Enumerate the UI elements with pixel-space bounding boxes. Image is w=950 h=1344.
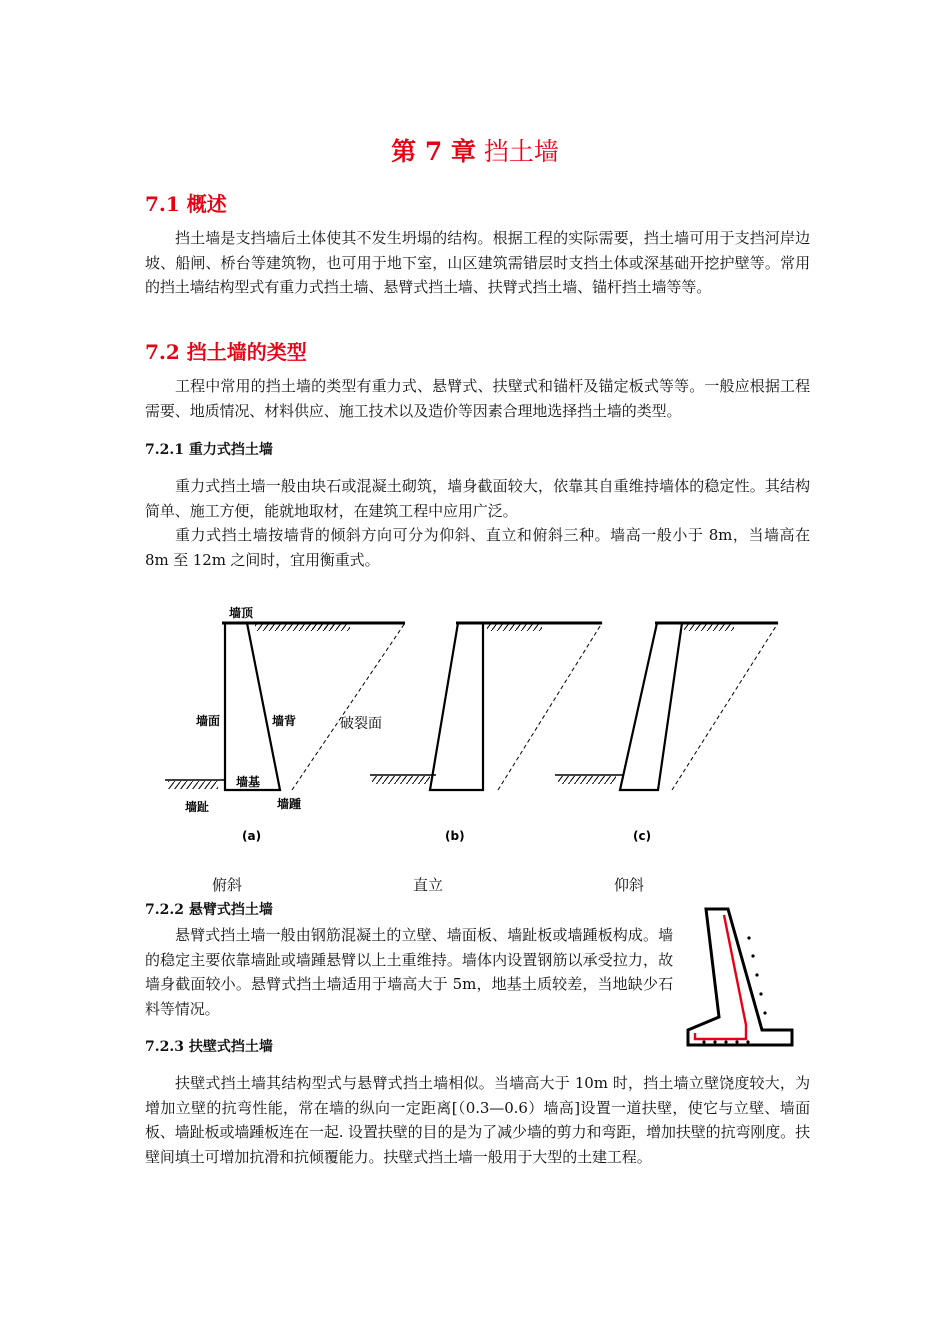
- section-7-2-paragraph: 工程中常用的挡土墙的类型有重力式、悬臂式、扶壁式和锚杆及锚定板式等等。一般应根据工程需要、地质情况、材料供应、施工技术以及造价等因素合理地选择挡土墙的类型。: [145, 377, 810, 420]
- section-7-1-paragraph: 挡土墙是支挡墙后土体使其不发生坍塌的结构。根据工程的实际需要，挡土墙可用于支挡河岸边坡、船闸、桥台等建筑物，也可用于地下室，山区建筑需错层时支挡土体或深基础开挖护壁等。常用的挡土墙结构型式有重力式挡土墙、悬臂式挡土墙、扶臂式挡土墙、锚杆挡土墙等等。: [145, 229, 810, 296]
- section-heading-7-2-3: 7.2.3 扶壁式挡土墙: [145, 1039, 273, 1055]
- label-wall-face: 墙面: [196, 714, 221, 728]
- gravity-wall-figure: [150, 590, 800, 855]
- wall-a: [165, 623, 405, 790]
- subfig-label-a: (a): [242, 829, 262, 843]
- section-heading-7-2-2: 7.2.2 悬臂式挡土墙: [145, 902, 273, 918]
- chapter-number: 第 7 章: [391, 137, 476, 166]
- section-heading-7-1: 7.1 概述: [145, 192, 227, 216]
- wall-c: [555, 623, 778, 790]
- subfig-label-b: (b): [445, 829, 465, 843]
- caption-b: 直立: [413, 876, 444, 894]
- section-7-2-1-paragraph-2: 重力式挡土墙按墙背的倾斜方向可分为仰斜、直立和俯斜三种。墙高一般小于 8m，当墙高在 8m 至 12m 之间时，宜用衡重式。: [145, 526, 810, 569]
- caption-c: 仰斜: [614, 876, 645, 894]
- label-wall-base: 墙基: [236, 775, 261, 789]
- section-heading-7-2: 7.2 挡土墙的类型: [145, 340, 307, 364]
- label-wall-toe: 墙趾: [185, 800, 210, 814]
- cantilever-wall-figure: [682, 905, 797, 1053]
- section-7-2-1-paragraph-1: 重力式挡土墙一般由块石或混凝土砌筑，墙身截面较大，依靠其自重维持墙体的稳定性。其结构简单、施工方便，能就地取材，在建筑工程中应用广泛。: [145, 477, 810, 520]
- section-7-2-3-paragraph: 扶壁式挡土墙其结构型式与悬臂式挡土墙相似。当墙高大于 10m 时，挡土墙立壁饶度较大，为增加立壁的抗弯性能，常在墙的纵向一定距离[（0.3—0.6）墙高]设置一道扶壁，使它与立壁、墙面板、墙趾板或墙踵板连在一起. 设置扶壁的目的是为了减少墙的剪力和弯距，增加扶壁的抗弯刚度。扶壁间填土可增加抗滑和抗倾覆能力。扶壁式挡土墙一般用于大型的土建工程。: [145, 1074, 810, 1166]
- chapter-title: [0, 132, 950, 168]
- label-wall-top: 墙顶: [229, 606, 254, 620]
- label-wall-back: 墙背: [272, 714, 297, 728]
- chapter-name: 挡土墙: [475, 137, 559, 166]
- rebar-line: [695, 915, 746, 1039]
- label-wall-heel: 墙踵: [277, 797, 302, 811]
- section-7-2-2-paragraph: 悬臂式挡土墙一般由钢筋混凝土的立壁、墙面板、墙趾板或墙踵板构成。墙的稳定主要依靠墙趾或墙踵悬臂以上土重维持。墙体内设置钢筋以承受拉力，故墙身截面较小。悬臂式挡土墙适用于墙高大于 5m，地基土质较差，当地缺少石料等情况。: [145, 926, 673, 1018]
- wall-b: [370, 623, 602, 790]
- label-crack-plane: 破裂面: [340, 716, 382, 732]
- section-heading-7-2-1: 7.2.1 重力式挡土墙: [145, 442, 273, 458]
- caption-a: 俯斜: [212, 876, 243, 894]
- subfig-label-c: (c): [633, 829, 652, 843]
